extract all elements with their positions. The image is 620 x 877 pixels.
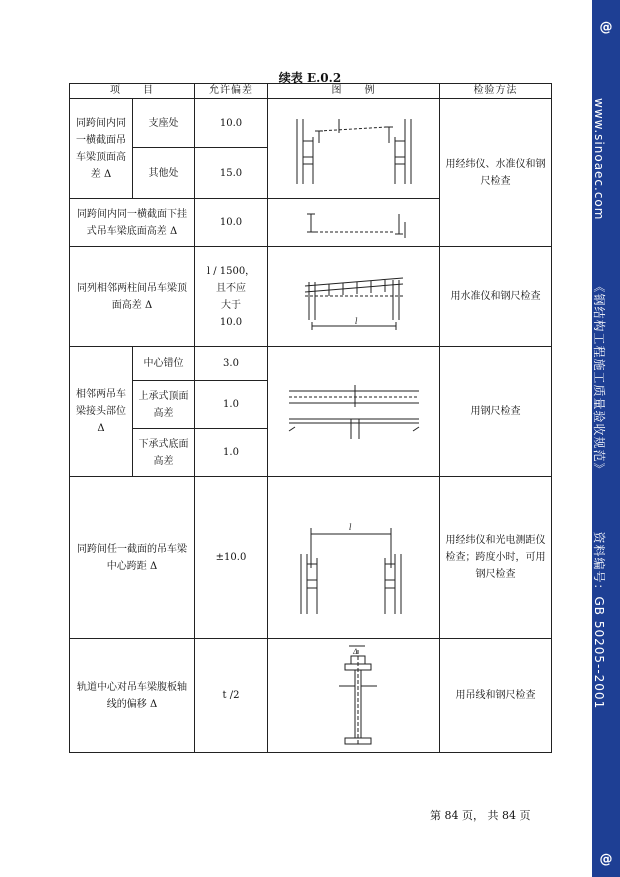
tolerance-cell: ±10.0 [195, 477, 268, 639]
span-distance-diagram [279, 498, 429, 618]
method-cell: 用钢尺检查 [440, 347, 552, 477]
figure-cell [268, 477, 440, 639]
figure-cell [268, 639, 440, 753]
figure-cell [268, 347, 440, 477]
item-cell: 相邻两吊车梁接头部位 Δ [70, 347, 133, 477]
table-row [70, 477, 552, 639]
beam-top-height-diagram [279, 109, 429, 189]
item-cell: 轨道中心对吊车梁腹板轴线的偏移 Δ [70, 639, 195, 753]
item-cell: 同跨间内同一横截面吊车梁顶面高差 Δ [70, 99, 133, 199]
table-row [70, 99, 552, 148]
offset-label: Δ [352, 647, 358, 656]
sub-item-cell: 下承式底面高差 [133, 429, 195, 477]
header-item: 项 目 [70, 84, 195, 99]
header-method: 检验方法 [440, 84, 552, 99]
hanging-beam-diagram [279, 208, 429, 238]
tolerance-cell: 1.0 [195, 381, 268, 429]
tolerance-cell: 10.0 [195, 199, 268, 247]
span-label: l [354, 316, 358, 326]
sidebar-doc-code: 资料编号：GB 50205--2001 [592, 531, 606, 710]
sub-item-cell: 中心错位 [133, 347, 195, 381]
method-cell: 用经纬仪、水准仪和钢尺检查 [440, 99, 552, 247]
item-cell: 同跨间内同一横截面下挂式吊车梁底面高差 Δ [70, 199, 195, 247]
table-row [70, 247, 552, 347]
page-number: 第 84 页， 共 84 页 [430, 809, 531, 822]
sidebar-url: www.sinoaec.com [592, 98, 606, 221]
tolerance-cell: 1.0 [195, 429, 268, 477]
sidebar-book-title: 《钢结构工程施工质量验收规范》 [592, 280, 606, 476]
page-title: 续表 E.0.2 [278, 71, 342, 85]
tolerance-line: 10.0 [219, 316, 243, 328]
sidebar-text [592, 98, 606, 709]
item-cell: 同列相邻两柱间吊车梁顶面高差 Δ [70, 247, 195, 347]
header-tolerance: 允许偏差 [195, 84, 268, 99]
method-cell: 用经纬仪和光电测距仪检查；跨度小时，可用钢尺检查 [440, 477, 552, 639]
header-figure: 图 例 [268, 84, 440, 99]
item-cell: 同跨间任一截面的吊车梁中心跨距 Δ [70, 477, 195, 639]
tolerance-cell: t /2 [195, 639, 268, 753]
rail-offset-diagram [279, 642, 429, 750]
tolerance-cell: 3.0 [195, 347, 268, 381]
span-label: l [348, 522, 352, 532]
figure-cell [268, 199, 440, 247]
at-icon: @ [599, 20, 613, 35]
tolerance-cell [195, 247, 268, 347]
sub-item-cell: 其他处 [133, 148, 195, 199]
tolerance-line: 大于 [221, 299, 241, 311]
method-cell: 用水准仪和钢尺检查 [440, 247, 552, 347]
table-row [70, 347, 552, 381]
table-header-row [70, 84, 552, 99]
table-row [70, 639, 552, 753]
adjacent-column-beam-diagram [279, 262, 429, 332]
tolerance-cell: 15.0 [195, 148, 268, 199]
sub-item-cell: 上承式顶面高差 [133, 381, 195, 429]
tolerance-line: l / 1500， [206, 265, 256, 277]
tolerance-cell: 10.0 [195, 99, 268, 148]
sidebar [592, 0, 620, 877]
tolerance-line: 且不应 [216, 282, 246, 294]
method-cell: 用吊线和钢尺检查 [440, 639, 552, 753]
beam-joint-diagram [279, 377, 429, 447]
figure-cell [268, 247, 440, 347]
sub-item-cell: 支座处 [133, 99, 195, 148]
at-icon: @ [599, 852, 613, 867]
inspection-table [69, 83, 552, 753]
figure-cell [268, 99, 440, 199]
